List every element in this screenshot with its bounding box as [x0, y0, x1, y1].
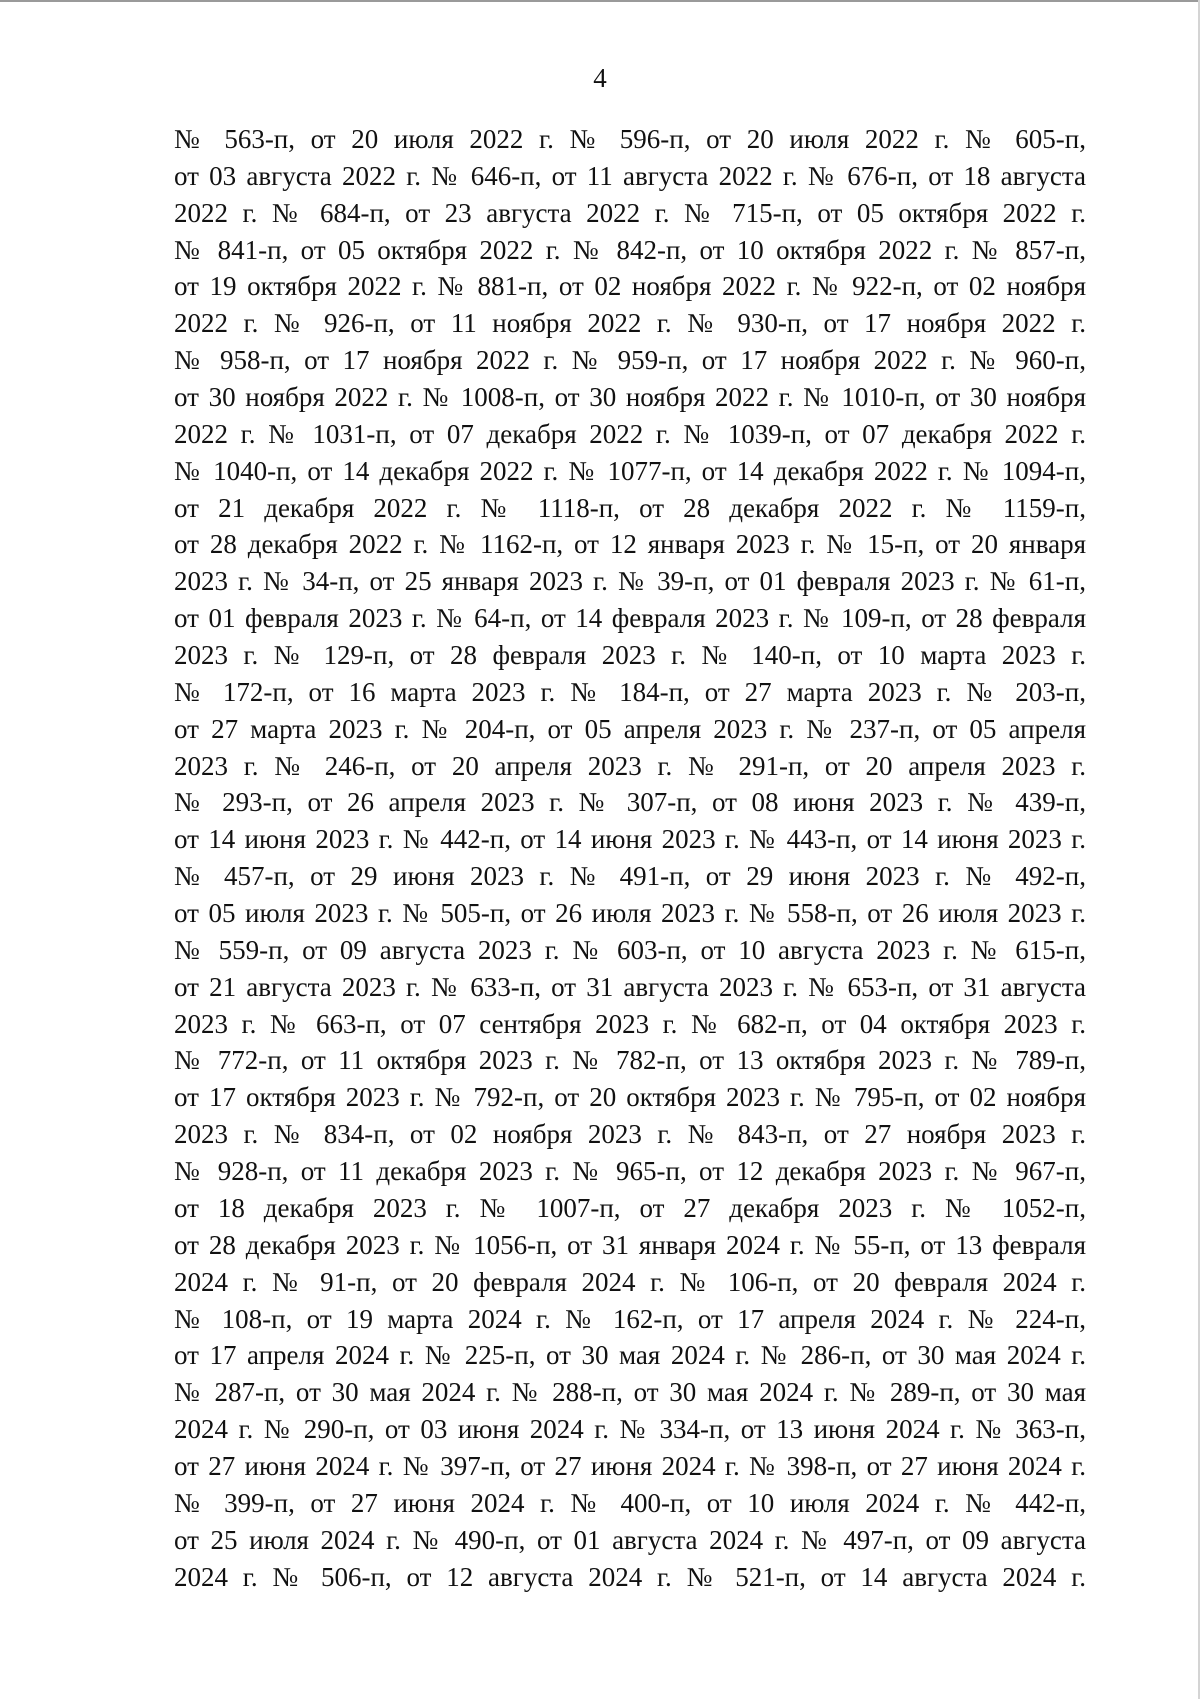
text-line: 2023 г. № 129-п, от 28 февраля 2023 г. № 140-п, от 10 марта 2023 г. — [174, 640, 1086, 671]
text-line: 2023 г. № 34-п, от 25 января 2023 г. № 39-п, от 01 февраля 2023 г. № 61-п, — [174, 566, 1086, 597]
text-line: № 841-п, от 05 октября 2022 г. № 842-п, от 10 октября 2022 г. № 857-п, — [174, 234, 1086, 265]
text-line: 2022 г. № 1031-п, от 07 декабря 2022 г. № 1039-п, от 07 декабря 2022 г. — [174, 418, 1086, 449]
text-line: от 17 октября 2023 г. № 792-п, от 20 октября 2023 г. № 795-п, от 02 ноября — [174, 1082, 1086, 1113]
text-line: 2024 г. № 91-п, от 20 февраля 2024 г. № 106-п, от 20 февраля 2024 г. — [174, 1266, 1086, 1297]
text-line: 2022 г. № 926-п, от 11 ноября 2022 г. № 930-п, от 17 ноября 2022 г. — [174, 308, 1086, 339]
body-text — [174, 121, 1086, 1595]
text-line: от 14 июня 2023 г. № 442-п, от 14 июня 2023 г. № 443-п, от 14 июня 2023 г. — [174, 824, 1086, 855]
text-line: № 958-п, от 17 ноября 2022 г. № 959-п, от 17 ноября 2022 г. № 960-п, — [174, 345, 1086, 376]
text-line: № 1040-п, от 14 декабря 2022 г. № 1077-п, от 14 декабря 2022 г. № 1094-п, — [174, 455, 1086, 486]
text-line: 2023 г. № 246-п, от 20 апреля 2023 г. № 291-п, от 20 апреля 2023 г. — [174, 750, 1086, 781]
text-line: от 18 декабря 2023 г. № 1007-п, от 27 декабря 2023 г. № 1052-п, — [174, 1192, 1086, 1223]
text-line: № 293-п, от 26 апреля 2023 г. № 307-п, от 08 июня 2023 г. № 439-п, — [174, 787, 1086, 818]
text-line: 2024 г. № 290-п, от 03 июня 2024 г. № 334-п, от 13 июня 2024 г. № 363-п, — [174, 1414, 1086, 1445]
text-line: от 19 октября 2022 г. № 881-п, от 02 ноября 2022 г. № 922-п, от 02 ноября — [174, 271, 1086, 302]
text-line: от 03 августа 2022 г. № 646-п, от 11 августа 2022 г. № 676-п, от 18 августа — [174, 160, 1086, 191]
text-line: № 772-п, от 11 октября 2023 г. № 782-п, от 13 октября 2023 г. № 789-п, — [174, 1045, 1086, 1076]
text-line: № 928-п, от 11 декабря 2023 г. № 965-п, от 12 декабря 2023 г. № 967-п, — [174, 1156, 1086, 1187]
text-line: от 27 марта 2023 г. № 204-п, от 05 апреля 2023 г. № 237-п, от 05 апреля — [174, 713, 1086, 744]
text-line: от 25 июля 2024 г. № 490-п, от 01 августа 2024 г. № 497-п, от 09 августа — [174, 1524, 1086, 1555]
text-line: от 28 декабря 2022 г. № 1162-п, от 12 января 2023 г. № 15-п, от 20 января — [174, 529, 1086, 560]
text-line: от 21 декабря 2022 г. № 1118-п, от 28 декабря 2022 г. № 1159-п, — [174, 492, 1086, 523]
text-line: № 399-п, от 27 июня 2024 г. № 400-п, от 10 июля 2024 г. № 442-п, — [174, 1487, 1086, 1518]
page-number: 4 — [593, 63, 607, 93]
text-line: от 01 февраля 2023 г. № 64-п, от 14 февраля 2023 г. № 109-п, от 28 февраля — [174, 603, 1086, 634]
text-line: № 457-п, от 29 июня 2023 г. № 491-п, от 29 июня 2023 г. № 492-п, — [174, 861, 1086, 892]
text-line: от 21 августа 2023 г. № 633-п, от 31 августа 2023 г. № 653-п, от 31 августа — [174, 971, 1086, 1002]
text-line: от 05 июля 2023 г. № 505-п, от 26 июля 2023 г. № 558-п, от 26 июля 2023 г. — [174, 898, 1086, 929]
text-line: № 172-п, от 16 марта 2023 г. № 184-п, от 27 марта 2023 г. № 203-п, — [174, 676, 1086, 707]
scan-edge-top — [0, 0, 1200, 2]
text-line: 2024 г. № 506-п, от 12 августа 2024 г. № 521-п, от 14 августа 2024 г. — [174, 1561, 1086, 1592]
text-line: 2023 г. № 663-п, от 07 сентября 2023 г. № 682-п, от 04 октября 2023 г. — [174, 1008, 1086, 1039]
text-line: от 28 декабря 2023 г. № 1056-п, от 31 января 2024 г. № 55-п, от 13 февраля — [174, 1229, 1086, 1260]
text-line: 2022 г. № 684-п, от 23 августа 2022 г. № 715-п, от 05 октября 2022 г. — [174, 197, 1086, 228]
text-line: № 108-п, от 19 марта 2024 г. № 162-п, от 17 апреля 2024 г. № 224-п, — [174, 1303, 1086, 1334]
text-line: от 17 апреля 2024 г. № 225-п, от 30 мая 2024 г. № 286-п, от 30 мая 2024 г. — [174, 1340, 1086, 1371]
text-line: № 559-п, от 09 августа 2023 г. № 603-п, от 10 августа 2023 г. № 615-п, — [174, 934, 1086, 965]
text-line: 2023 г. № 834-п, от 02 ноября 2023 г. № 843-п, от 27 ноября 2023 г. — [174, 1119, 1086, 1150]
text-line: № 287-п, от 30 мая 2024 г. № 288-п, от 30 мая 2024 г. № 289-п, от 30 мая — [174, 1377, 1086, 1408]
text-line: № 563-п, от 20 июля 2022 г. № 596-п, от 20 июля 2022 г. № 605-п, — [174, 124, 1086, 154]
text-line: от 30 ноября 2022 г. № 1008-п, от 30 ноября 2022 г. № 1010-п, от 30 ноября — [174, 382, 1086, 413]
text-line: от 27 июня 2024 г. № 397-п, от 27 июня 2024 г. № 398-п, от 27 июня 2024 г. — [174, 1450, 1086, 1481]
